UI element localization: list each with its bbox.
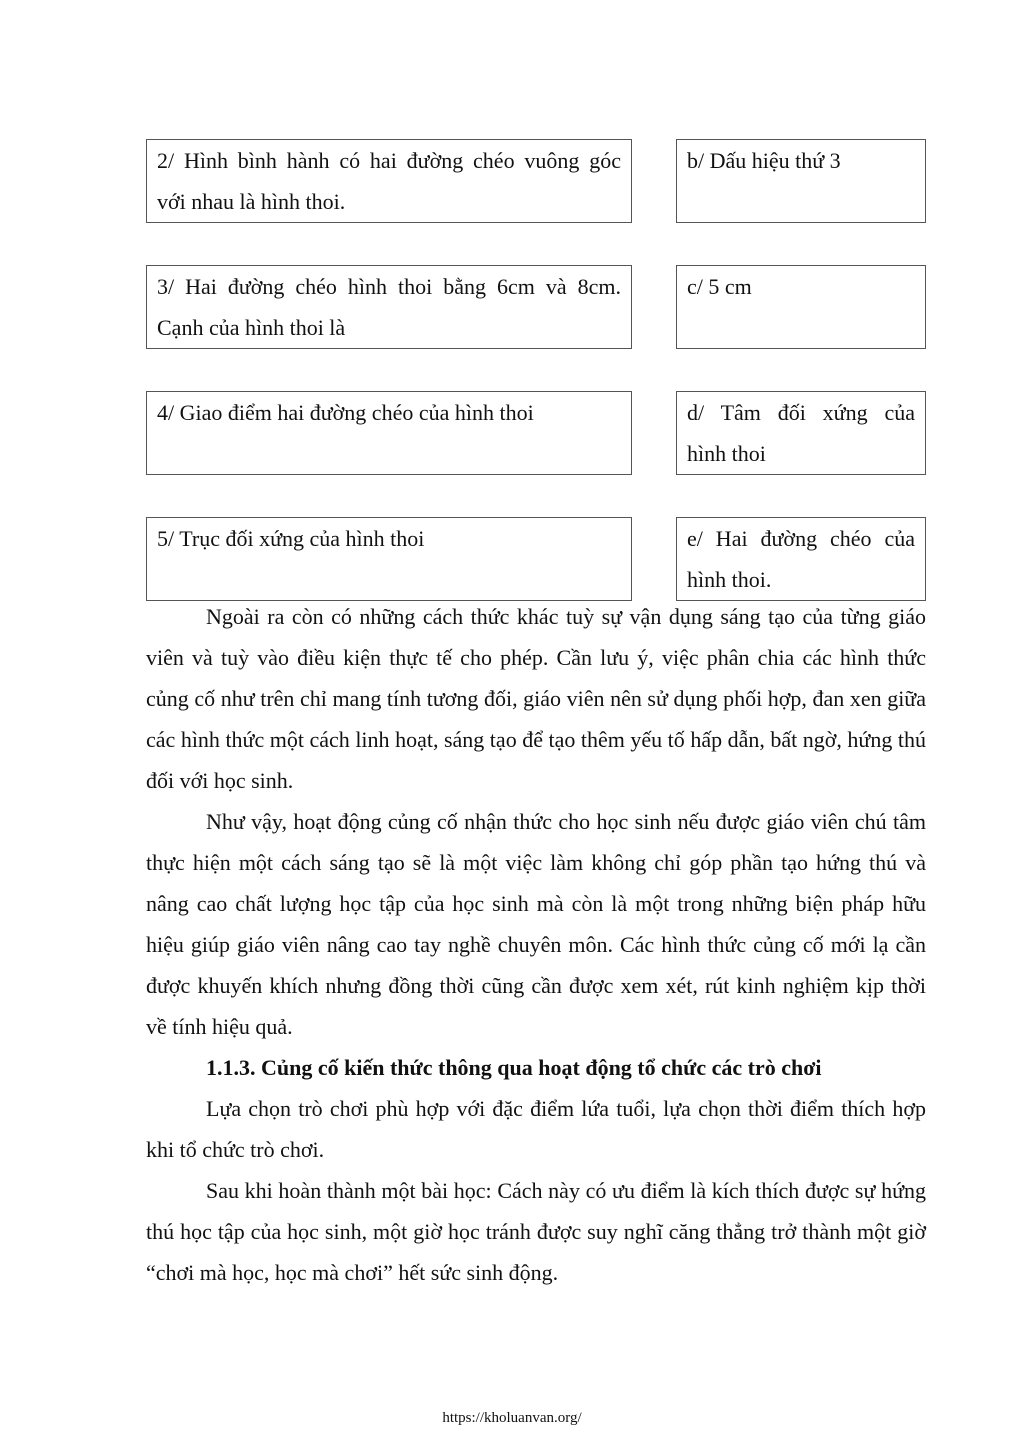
paragraph-4: Sau khi hoàn thành một bài học: Cách này có ưu điểm là kích thích được sự hứng thú học tập của học sinh, một giờ học tránh được suy nghĩ căng thẳng trở thành một giờ “chơi mà học, học mà chơi” hết sức sinh động. bbox=[146, 1178, 926, 1285]
paragraph-3: Lựa chọn trò chơi phù hợp với đặc điểm lứa tuổi, lựa chọn thời điểm thích hợp khi tổ chức trò chơi. bbox=[146, 1096, 926, 1162]
paragraph-2: Như vậy, hoạt động củng cố nhận thức cho học sinh nếu được giáo viên chú tâm thực hiện một cách sáng tạo sẽ là một việc làm không chỉ góp phần tạo hứng thú và nâng cao chất lượng học tập của học sinh mà còn là một trong những biện pháp hữu hiệu giúp giáo viên nâng cao tay nghề chuyên môn. Các hình thức củng cố mới lạ cần được khuyến khích nhưng đồng thời cũng cần được xem xét, rút kinh nghiệm kịp thời về tính hiệu quả. bbox=[146, 809, 926, 1039]
statement-box-2 bbox=[146, 139, 632, 223]
statement-5-line-1: 5/ Trục đối xứng của hình thoi bbox=[157, 526, 425, 551]
statement-box-5 bbox=[146, 517, 632, 601]
answer-box-b bbox=[676, 139, 926, 223]
body-text bbox=[146, 596, 926, 1293]
paragraph-1: Ngoài ra còn có những cách thức khác tuỳ sự vận dụng sáng tạo của từng giáo viên và tuỳ vào điều kiện thực tế cho phép. Cần lưu ý, việc phân chia các hình thức củng cố như trên chỉ mang tính tương đối, giáo viên nên sử dụng phối hợp, đan xen giữa các hình thức một cách linh hoạt, sáng tạo để tạo thêm yếu tố hấp dẫn, bất ngờ, hứng thú đối với học sinh. bbox=[146, 604, 926, 793]
answer-box-d bbox=[676, 391, 926, 475]
answer-e-line-1: e/ Hai đường chéo của bbox=[687, 526, 915, 551]
statement-3-line-1: 3/ Hai đường chéo hình thoi bằng 6cm và 8cm. bbox=[157, 274, 621, 299]
section-heading: 1.1.3. Củng cố kiến thức thông qua hoạt động tổ chức các trò chơi bbox=[206, 1055, 822, 1080]
statement-2-line-2: với nhau là hình thoi. bbox=[157, 189, 346, 214]
answer-b-line-1: b/ Dấu hiệu thứ 3 bbox=[687, 148, 841, 173]
answer-e-line-2: hình thoi. bbox=[687, 567, 772, 592]
answer-box-c bbox=[676, 265, 926, 349]
footer-url: https://kholuanvan.org/ bbox=[442, 1410, 582, 1426]
answer-c-line-1: c/ 5 cm bbox=[687, 274, 752, 299]
statement-2-line-1: 2/ Hình bình hành có hai đường chéo vuông góc bbox=[157, 148, 621, 173]
statement-box-4 bbox=[146, 391, 632, 475]
answer-d-line-1: d/ Tâm đối xứng của bbox=[687, 400, 915, 425]
answer-box-e bbox=[676, 517, 926, 601]
statement-3-line-2: Cạnh của hình thoi là bbox=[157, 315, 346, 340]
statement-4-line-1: 4/ Giao điểm hai đường chéo của hình thoi bbox=[157, 400, 534, 425]
answer-d-line-2: hình thoi bbox=[687, 441, 766, 466]
statement-box-3 bbox=[146, 265, 632, 349]
